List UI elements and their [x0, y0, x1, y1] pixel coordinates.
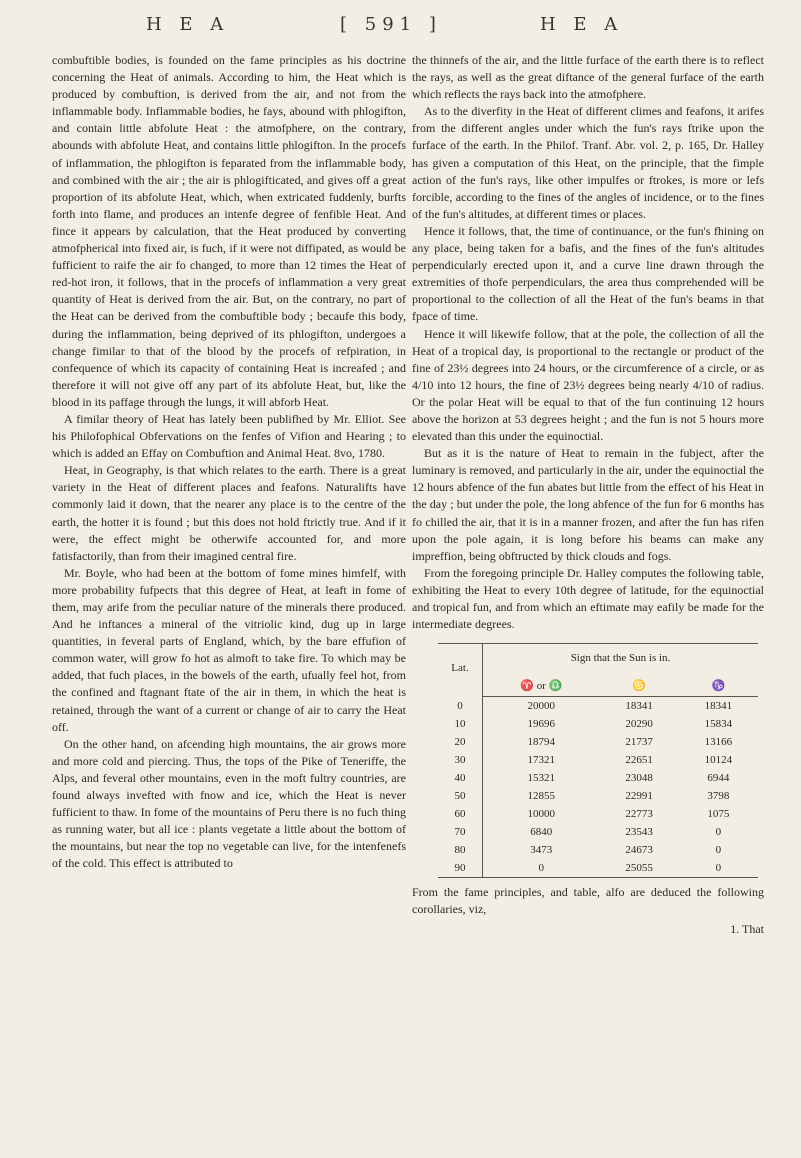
value-cell: 21737 — [625, 735, 653, 748]
value-cell: 22651 — [625, 753, 653, 766]
value-cell: 6840 — [530, 825, 553, 838]
table-row — [438, 751, 758, 769]
value-cell: 20000 — [527, 699, 556, 712]
paragraph: From the fame principles, and table, alfo are deduced the following corollaries, viz, — [412, 885, 764, 917]
lat-cell: 50 — [438, 787, 483, 805]
value-cell: 19696 — [527, 717, 556, 730]
lat-cell: 80 — [438, 841, 483, 859]
left-column — [52, 52, 406, 873]
paragraph: As to the diverfity in the Heat of different climes and feafons, it arifes from the different angles under which the fun's rays ftrike upon the furface of the earth. In the Philof. Tranf. Abr. vol. 2, p. 165, Dr. Halley has given a computation of this Heat, on the principle, that the fimple action of the fun's rays, like other impulfes or ftrokes, is more or lefs forcible, according to the fines of the angles of incidence, or to the fines of the fun's altitudes, at different times or places. — [412, 104, 764, 221]
lat-cell: 40 — [438, 769, 483, 787]
sign-header-cancer: ♋ — [600, 677, 679, 697]
value-cell: 22991 — [625, 789, 653, 802]
table-row — [438, 841, 758, 859]
value-cell: 20290 — [625, 717, 653, 730]
lat-cell: 60 — [438, 805, 483, 823]
value-cell: 0 — [679, 859, 758, 878]
value-cell: 25055 — [600, 859, 679, 878]
value-cell: 0 — [715, 843, 722, 856]
heat-table — [438, 643, 758, 878]
table-caption: Sign that the Sun is in. — [570, 652, 671, 665]
paragraph: A fimilar theory of Heat has lately been publifhed by Mr. Elliot. See his Philofophical Obfervations on the fenfes of Vifion and Hearing ; to which is added an Effay on Combuftion and Animal Heat. 8vo, 1780. — [52, 411, 406, 461]
table-row — [438, 733, 758, 751]
header-left: H E A — [146, 14, 230, 35]
lat-cell: 0 — [438, 697, 483, 716]
paragraph: But as it is the nature of Heat to remain in the fubject, after the luminary is removed, and particularly in the air, under the equinoctial the 12 hours abfence of the fun abates but little from the effect of his Heat in the day ; but under the pole, the long abfence of the fun for 6 months has fo chilled the air, that it is in a manner frozen, and after the fun has rifen upon the pole again, it is long before his beams can make any impreffion, being obftructed by thick clouds and fogs. — [412, 446, 764, 563]
value-cell: 23543 — [625, 825, 653, 838]
paragraph: Hence it will likewife follow, that at the pole, the collection of all the Heat of a tropical day, is proportional to the rectangle or product of the fine of 23½ degrees into 24 hours, or the circumference of a circle, or as 4/10 into 12 hours, the fine of 23½ degrees being nearly 4/10 of radius. Or the polar Heat will be equal to that of the fun continuing 12 hours above the horizon at 53 degrees height ; and the fun is not 5 hours more elevated than this under the equinoctial. — [412, 326, 764, 444]
lat-cell: 90 — [438, 859, 483, 878]
paragraph: Mr. Boyle, who had been at the bottom of fome mines himfelf, with more probability fufpects that this degree of Heat, at leaft in fome of them, may arife from the peculiar nature of the minerals there produced. And he inftances a mineral of the vitriolic kind, dug up in large quantities, in feveral parts of England, which, by the bare effufion of common water, will grow fo hot as almoft to take fire. To which may be added, that fuch places, in the bowels of the earth, ufually feel hot, from the confined and ftagnant ftate of the air in them, in which the heat is retained, through the want of a current or change of air to carry the Heat off. — [52, 565, 406, 734]
value-cell: 18794 — [527, 735, 556, 748]
value-cell: 15834 — [704, 717, 733, 730]
value-cell: 1075 — [707, 807, 730, 820]
page-number: [ 591 ] — [340, 14, 442, 35]
value-cell: 18341 — [704, 699, 733, 712]
paragraph: From the foregoing principle Dr. Halley computes the following table, exhibiting the Heat to every 10th degree of latitude, for the equinoctial and tropical fun, and from which an eftimate may eafily be made for the intermediate degrees. — [412, 565, 764, 632]
table-body — [438, 697, 758, 878]
paragraph: On the other hand, on afcending high mountains, the air grows more and more cold and piercing. Thus, the tops of the Pike of Teneriffe, the Alps, and feveral other mountains, even in the moft fultry countries, are found always invefted with fnow and ice, which the Heat is never fufficient to thaw. In fome of the mountains of Peru there is no fuch thing as running water, but all ice : plants vegetate a little about the bottom of the mountains, but near the top no vegetable can live, for the intenfenefs of the cold. This effect is attributed to — [52, 736, 406, 871]
table-row — [438, 787, 758, 805]
value-cell: 24673 — [625, 843, 653, 856]
paragraph: the thinnefs of the air, and the little furface of the earth there is to reflect the rays, as well as the great diftance of the general furface of the earth which reflects the rays back into the atmofphere. — [412, 53, 764, 102]
table-row — [438, 859, 758, 878]
table-row — [438, 823, 758, 841]
value-cell: 10000 — [527, 807, 556, 820]
paragraph: Hence it follows, that, the time of continuance, or the fun's fhining on any place, being taken for a bafis, and the fines of the fun's altitudes perpendicularly erected upon it, and a curve line drawn through the extremities of thofe perpendiculars, the area thus comprehended will be proportional to the collection of all the Heat of the fun's beams in that fpace of time. — [412, 223, 764, 324]
value-cell: 0 — [715, 825, 722, 838]
value-cell: 0 — [483, 859, 600, 878]
value-cell: 22773 — [625, 807, 653, 820]
lat-cell: 20 — [438, 733, 483, 751]
lat-cell: 10 — [438, 715, 483, 733]
table-row — [438, 715, 758, 733]
value-cell: 13166 — [704, 735, 733, 748]
table-row — [438, 769, 758, 787]
header-right: H E A — [540, 14, 624, 35]
paragraph: Heat, in Geography, is that which relates to the earth. There is a great variety in the Heat of different places and feafons. Naturalifts have commonly laid it down, that the nearer any place is to the centre of the earth, the hotter it is found ; but this does not hold ftrictly true. And if it were, the effect might be otherwife accounted for, and more fatisfactorily, than from their imagined central fire. — [52, 463, 406, 563]
lat-cell: 70 — [438, 823, 483, 841]
value-cell: 15321 — [527, 771, 556, 784]
value-cell: 12855 — [527, 789, 556, 802]
catchword: 1. That — [730, 921, 764, 936]
paragraph: combuftible bodies, is founded on the fame principles as his doctrine concerning the Heat of animals. According to him, the Heat which is produced by combuftion, is derived from the air, and not from the inflammable body. Inflammable bodies, he fays, abound with phlogifton, and contain little abfolute Heat : the atmofphere, on the contrary, abounds with abfolute Heat, and contains little phlogifton. In the procefs of inflammation, the phlogifton is feparated from the inflammable body, and combined with the air ; the air is phlogifticated, and gives off a great proportion of its abfolute Heat, which, when extricated fuddenly, burfts forth into flame, and produces an intenfe degree of fenfible Heat. And fince it appears by calculation, that the Heat produced by converting atmofpherical into fixed air, is fuch, if it were not diffipated, as would be fufficient to raife the air fo changed, to more than 12 times the Heat of red-hot iron, it follows, that in the procefs of inflammation a very great quantity of Heat is derived from the air. But, on the contrary, no part of the Heat can be derived from the combuftible body ; becaufe this body, during the inflammation, being deprived of its phlogifton, undergoes a change fimilar to that of the blood by the procefs of refpiration, in confequence of which its capacity of containing Heat is increafed ; and therefore it will not give off any part of its abfolute Heat, but, like the blood in its paffage through the lungs, it will abforb Heat. — [52, 53, 406, 409]
value-cell: 23048 — [625, 771, 653, 784]
value-cell: 3473 — [530, 843, 553, 856]
sign-header-capricorn: ♑ — [679, 677, 758, 697]
sign-header-equinox: ♈ or ♎ — [483, 677, 600, 697]
table-row — [438, 697, 758, 716]
running-header — [0, 14, 801, 50]
lat-header: Lat. — [438, 644, 483, 697]
value-cell: 10124 — [704, 753, 733, 766]
value-cell: 3798 — [707, 789, 730, 802]
lat-cell: 30 — [438, 751, 483, 769]
table-row — [438, 805, 758, 823]
value-cell: 17321 — [527, 753, 556, 766]
heat-table-wrap — [438, 643, 758, 878]
value-cell: 18341 — [625, 699, 653, 712]
value-cell: 6944 — [707, 771, 730, 784]
right-column — [412, 52, 764, 938]
